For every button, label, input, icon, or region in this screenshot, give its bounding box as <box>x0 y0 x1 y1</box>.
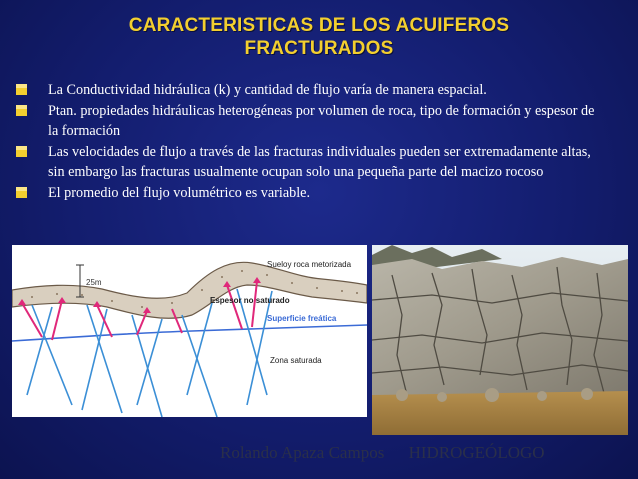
bullet-square-icon <box>16 84 27 95</box>
water-table-label: Superficie freática <box>267 314 337 323</box>
bullet-square-icon <box>16 146 27 157</box>
bullet-text: Las velocidades de flujo a través de las fracturas individuales pueden ser extremadamente altas, sin embargo las fracturas usualmente ocupan solo una pequeña parte del macizo rocoso <box>48 144 591 180</box>
bullet-text: La Conductividad hidráulica (k) y cantidad de flujo varía de manera espacial. <box>48 82 487 98</box>
title-line-1: CARACTERISTICAS DE LOS ACUIFEROS <box>128 15 510 36</box>
footer <box>220 443 638 463</box>
bullet-text: Ptan. propiedades hidráulicas heterogéneas por volumen de roca, tipo de formación y espesor de la formación <box>48 103 595 139</box>
author-role: HIDROGEÓLOGO <box>408 443 545 462</box>
unsat-label: Espesor no saturado <box>210 296 290 305</box>
bullet-list <box>0 80 638 204</box>
sat-zone-label: Zona saturada <box>270 356 322 365</box>
scale-label: 25m <box>86 278 102 287</box>
soil-label: Sueloy roca metorizada <box>267 260 352 269</box>
bullet-item <box>0 80 638 100</box>
bullet-item <box>0 183 638 203</box>
bullet-item <box>0 101 638 141</box>
rock-outcrop-photo <box>372 245 628 435</box>
bullet-text: El promedio del flujo volumétrico es variable. <box>48 185 310 201</box>
bullet-square-icon <box>16 105 27 116</box>
author-name: Rolando Apaza Campos <box>220 443 385 462</box>
bullet-item <box>0 142 638 182</box>
fractured-aquifer-diagram <box>12 245 367 417</box>
bullet-square-icon <box>16 187 27 198</box>
title-line-2: FRACTURADOS <box>244 38 394 59</box>
slide-title <box>40 14 598 60</box>
